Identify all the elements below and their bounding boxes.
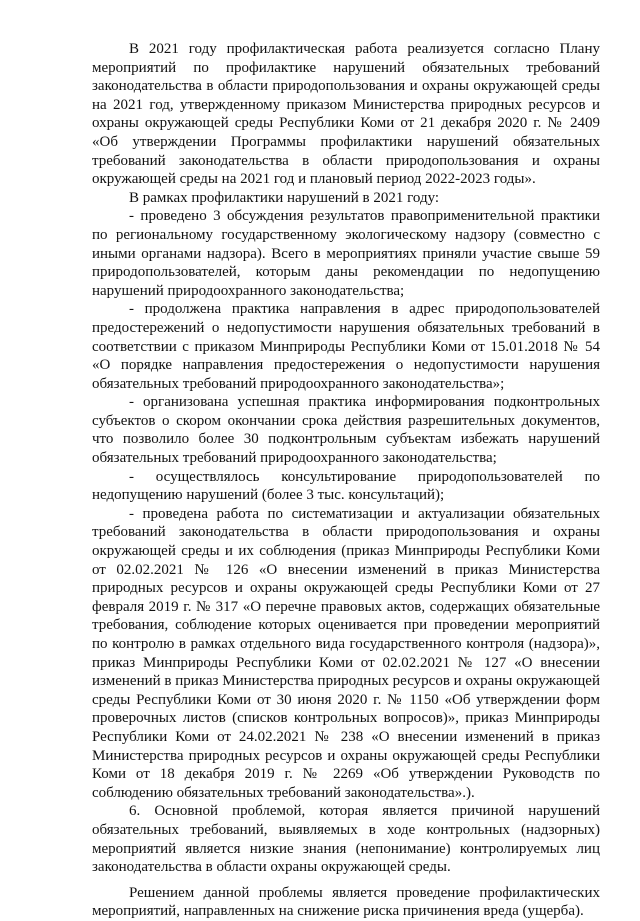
section-6-paragraph: 6. Основной проблемой, которая является причиной нарушений обязательных требований, выявляемых в ходе контрольных (надзорных) мероприятий является низкие знания (непонимание) контролируемых лиц законодательства в области охраны окружающей среды.: [92, 803, 600, 876]
intro-paragraph: В 2021 году профилактическая работа реализуется согласно Плану мероприятий по профилактике нарушений обязательных требований законодательства в области природопользования и охраны окружающей среды на 2021 год, утвержденному приказом Министерства природных ресурсов и охраны окружающей среды Республики Коми от 21 декабря 2020 г. № 2409 «Об утверждении Программы профилактики нарушений обязательных требований законодательства в области природопользования и охраны окружающей среды на 2021 год и плановый период 2022-2023 годы».: [92, 41, 600, 188]
bullet-item-warnings: - продолжена практика направления в адрес природопользователей предостережений о недопустимости нарушения обязательных требований в соответствии с приказом Минприроды Республики Коми от 15.01.2018 № 54 «О порядке направления предостережения о недопустимости нарушения обязательных требований природоохранного законодательства»;: [92, 301, 600, 392]
bullet-item-systematization: - проведена работа по систематизации и актуализации обязательных требований законодательства в области природопользования и охраны окружающей среды и их соблюдения (приказ Минприроды Республики Коми от 02.02.2021 № 126 «О внесении изменений в приказ Министерства природных ресурсов и охраны окружающей среды Республики Коми от 27 февраля 2019 г. № 317 «О перечне правовых актов, содержащих обязательные требования, соблюдение которых оценивается при проведении мероприятий по контролю в рамках отдельного вида государственного контроля (надзора)», приказ Минприроды Республики Коми от 02.02.2021 № 127 «О внесении изменений в приказ Министерства природных ресурсов и охраны окружающей среды Республики Коми от 30 июня 2020 г. № 1150 «Об утверждении форм проверочных листов (списков контрольных вопросов)», приказ Минприроды Республики Коми от 24.02.2021 № 238 «О внесении изменений в приказ Министерства природных ресурсов и охраны окружающей среды Республики Коми от 18 декабря 2019 г. № 2269 «Об утверждении Руководств по соблюдению обязательных требований законодательства».).: [92, 505, 600, 801]
document-page: [92, 40, 600, 921]
bullet-item-informing: - организована успешная практика информирования подконтрольных субъектов о скором окончании срока действия разрешительных документов, что позволило более 30 подконтрольным субъектам избежать нарушений обязательных требований природоохранного законодательства;: [92, 394, 600, 467]
conclusion-paragraph: Решением данной проблемы является проведение профилактических мероприятий, направленных на снижение риска причинения вреда (ущерба).: [92, 884, 600, 920]
paragraph-spacer: [92, 877, 600, 884]
bullet-item-discussions: - проведено 3 обсуждения результатов правоприменительной практики по региональному государственному экологическому надзору (совместно с иными органами надзора). Всего в мероприятиях приняли участие свыше 59 природопользователей, которым даны рекомендации по недопущению нарушений природоохранного законодательства;: [92, 208, 600, 299]
lead-paragraph: В рамках профилактики нарушений в 2021 году:: [129, 189, 440, 206]
bullet-item-consulting: - осуществлялось консультирование природопользователей по недопущению нарушений (более 3 тыс. консультаций);: [92, 468, 600, 504]
